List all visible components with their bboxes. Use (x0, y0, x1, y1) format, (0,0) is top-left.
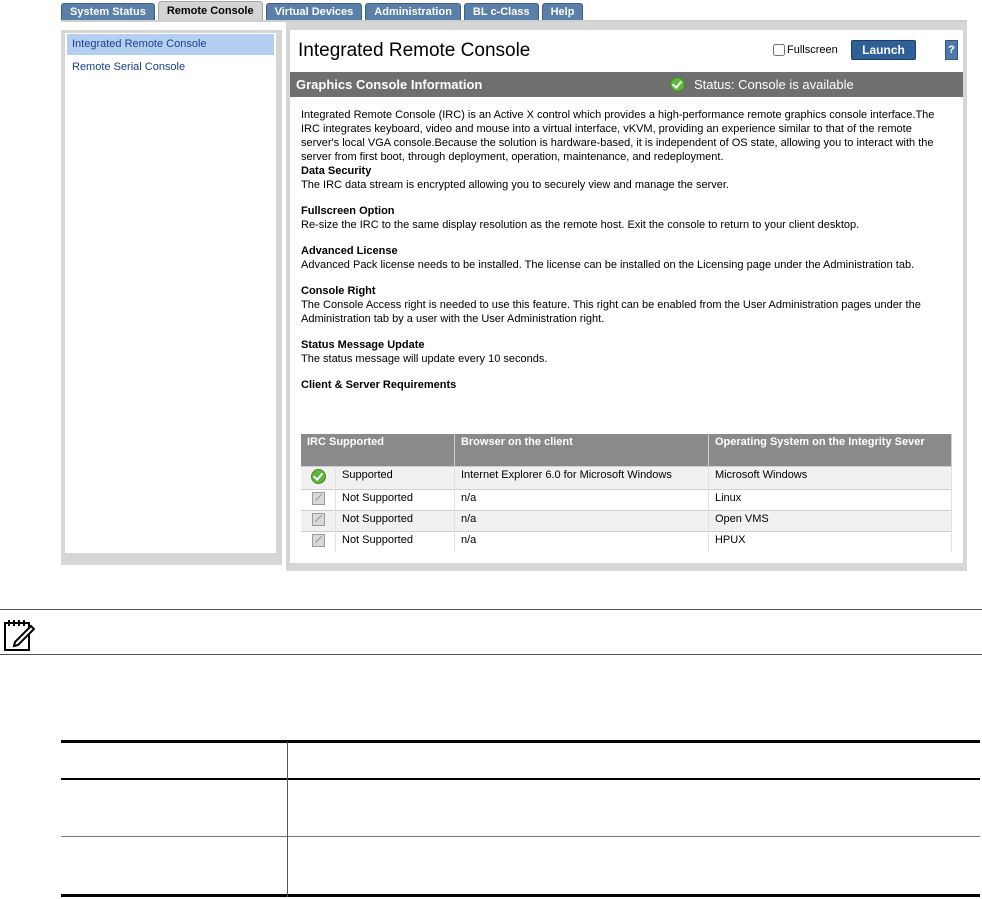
check-circle-icon (670, 77, 685, 92)
section-heading: Status Message Update (301, 339, 425, 351)
column-header: IRC Supported (301, 434, 454, 467)
requirements-title: Client & Server Requirements (301, 379, 457, 391)
note-bottom-rule (0, 654, 982, 655)
table-row-rule (61, 836, 980, 837)
table-header-rule (61, 778, 980, 780)
fullscreen-checkbox[interactable] (773, 44, 785, 56)
browser-cell: n/a (454, 511, 708, 532)
tab-system-status[interactable]: System Status (61, 3, 155, 21)
launch-button[interactable]: Launch (851, 40, 916, 60)
fullscreen-option[interactable] (773, 44, 838, 56)
os-cell: HPUX (708, 532, 951, 553)
os-cell: Linux (708, 490, 951, 511)
tab-virtual-devices[interactable]: Virtual Devices (266, 3, 363, 21)
section-heading: Console Right (301, 285, 376, 297)
section-header (290, 72, 963, 97)
tab-bar (61, 2, 586, 21)
browser-cell: n/a (454, 532, 708, 553)
column-header: Operating System on the Integrity Sever (708, 434, 951, 467)
sidebar-item-remote-serial-console[interactable]: Remote Serial Console (72, 61, 186, 73)
section-data-security (301, 164, 951, 192)
not-supported-icon (312, 513, 325, 526)
table-row (301, 532, 952, 553)
table-row (301, 467, 952, 490)
table-top-rule (61, 740, 980, 743)
not-supported-icon (312, 534, 325, 547)
description (301, 108, 951, 392)
os-cell: Open VMS (708, 511, 951, 532)
tab-administration[interactable]: Administration (365, 3, 461, 21)
column-header: Browser on the client (454, 434, 708, 467)
note-pad-icon (3, 618, 35, 652)
table-column-divider (287, 742, 288, 897)
tab-remote-console[interactable]: Remote Console (158, 1, 263, 21)
status-text: Status: Console is available (694, 77, 854, 92)
sidebar (65, 33, 276, 553)
fullscreen-label: Fullscreen (787, 44, 838, 56)
table-header-row (301, 434, 952, 467)
browser-cell: Internet Explorer 6.0 for Microsoft Windows (454, 467, 708, 490)
support-cell: Supported (336, 467, 455, 490)
requirements-table (301, 434, 952, 552)
page-title: Integrated Remote Console (298, 40, 531, 61)
check-circle-icon (311, 469, 326, 484)
section-advanced-license (301, 244, 951, 272)
content-panel (290, 30, 963, 563)
table-row (301, 490, 952, 511)
section-fullscreen-option (301, 204, 951, 232)
not-supported-icon (312, 492, 325, 505)
section-text: The status message will update every 10 seconds. (301, 353, 548, 365)
section-text: The IRC data stream is encrypted allowing you to securely view and manage the server. (301, 179, 729, 191)
section-title: Graphics Console Information (296, 77, 483, 92)
section-text: Advanced Pack license needs to be installed. The license can be installed on the Licensing page under the Administration tab. (301, 259, 915, 271)
section-console-right (301, 284, 951, 326)
support-cell: Not Supported (336, 532, 455, 553)
table-row (301, 511, 952, 532)
note-top-rule (0, 609, 982, 610)
section-status-message-update (301, 338, 951, 366)
section-text: The Console Access right is needed to use this feature. This right can be enabled from the User Administration pages under the Administration tab by a user with the User Administration right. (301, 299, 921, 325)
section-heading: Data Security (301, 165, 372, 177)
support-cell: Not Supported (336, 490, 455, 511)
section-heading: Fullscreen Option (301, 205, 395, 217)
tab-bl-c-class[interactable]: BL c-Class (464, 3, 539, 21)
sidebar-item-integrated-remote-console[interactable]: Integrated Remote Console (67, 34, 274, 55)
browser-cell: n/a (454, 490, 708, 511)
tab-help[interactable]: Help (542, 3, 584, 21)
section-text: Re-size the IRC to the same display resolution as the remote host. Exit the console to return to your client desktop. (301, 219, 860, 231)
status-indicator (670, 72, 854, 97)
help-icon[interactable]: ? (945, 40, 958, 60)
support-cell: Not Supported (336, 511, 455, 532)
intro-text: Integrated Remote Console (IRC) is an Active X control which provides a high-performance remote graphics console interface.The IRC integrates keyboard, video and mouse into a virtual interface, vKVM, providing an experience similar to that of the remote server's local VGA console.Because the solution is hardware-based, it is independent of OS state, allowing you to interact with the server from first boot, through deployment, operation, maintenance, and redeployment. (301, 109, 935, 163)
os-cell: Microsoft Windows (708, 467, 951, 490)
section-heading: Advanced License (301, 245, 398, 257)
table-bottom-rule (61, 894, 980, 897)
